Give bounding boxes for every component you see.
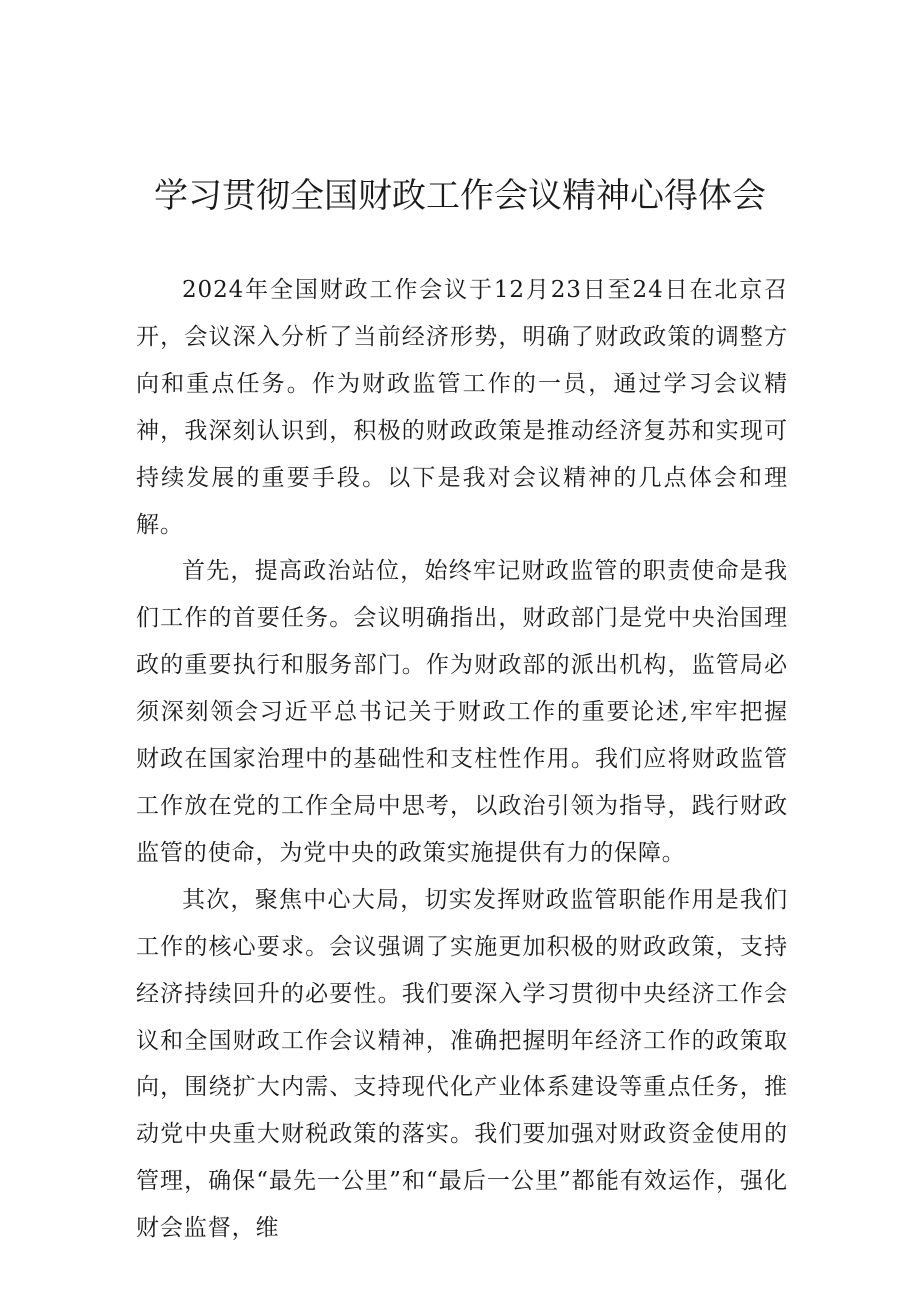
paragraph-intro: 2024年全国财政工作会议于12月23日至24日在北京召开，会议深入分析了当前经济形势，明确了财政政策的调整方向和重点任务。作为财政监管工作的一员，通过学习会议精神，我深刻认识到，积极的财政政策是推动经济复苏和实现可持续发展的重要手段。以下是我对会议精神的几点体会和理解。 xyxy=(136,277,788,538)
paragraph-first-point: 首先，提高政治站位，始终牢记财政监管的职责使命是我们工作的首要任务。会议明确指出，财政部门是党中央治国理政的重要执行和服务部门。作为财政部的派出机构，监管局必须深刻领会习近平总书记关于财政工作的重要论述,牢牢把握财政在国家治理中的基础性和支柱性作用。我们应将财政监管工作放在党的工作全局中思考，以政治引领为指导，践行财政监管的使命，为党中央的政策实施提供有力的保障。 xyxy=(136,558,788,866)
document-body xyxy=(136,267,788,1252)
paragraph-second-point: 其次，聚焦中心大局，切实发挥财政监管职能作用是我们工作的核心要求。会议强调了实施更加积极的财政政策，支持经济持续回升的必要性。我们要深入学习贯彻中央经济工作会议和全国财政工作会议精神，准确把握明年经济工作的政策取向，围绕扩大内需、支持现代化产业体系建设等重点任务，推动党中央重大财税政策的落实。我们要加强对财政资金使用的管理，确保“最先一公里”和“最后一公里”都能有效运作，强化财会监督，维 xyxy=(136,886,788,1242)
document-title: 学习贯彻全国财政工作会议精神心得体会 xyxy=(154,176,766,216)
